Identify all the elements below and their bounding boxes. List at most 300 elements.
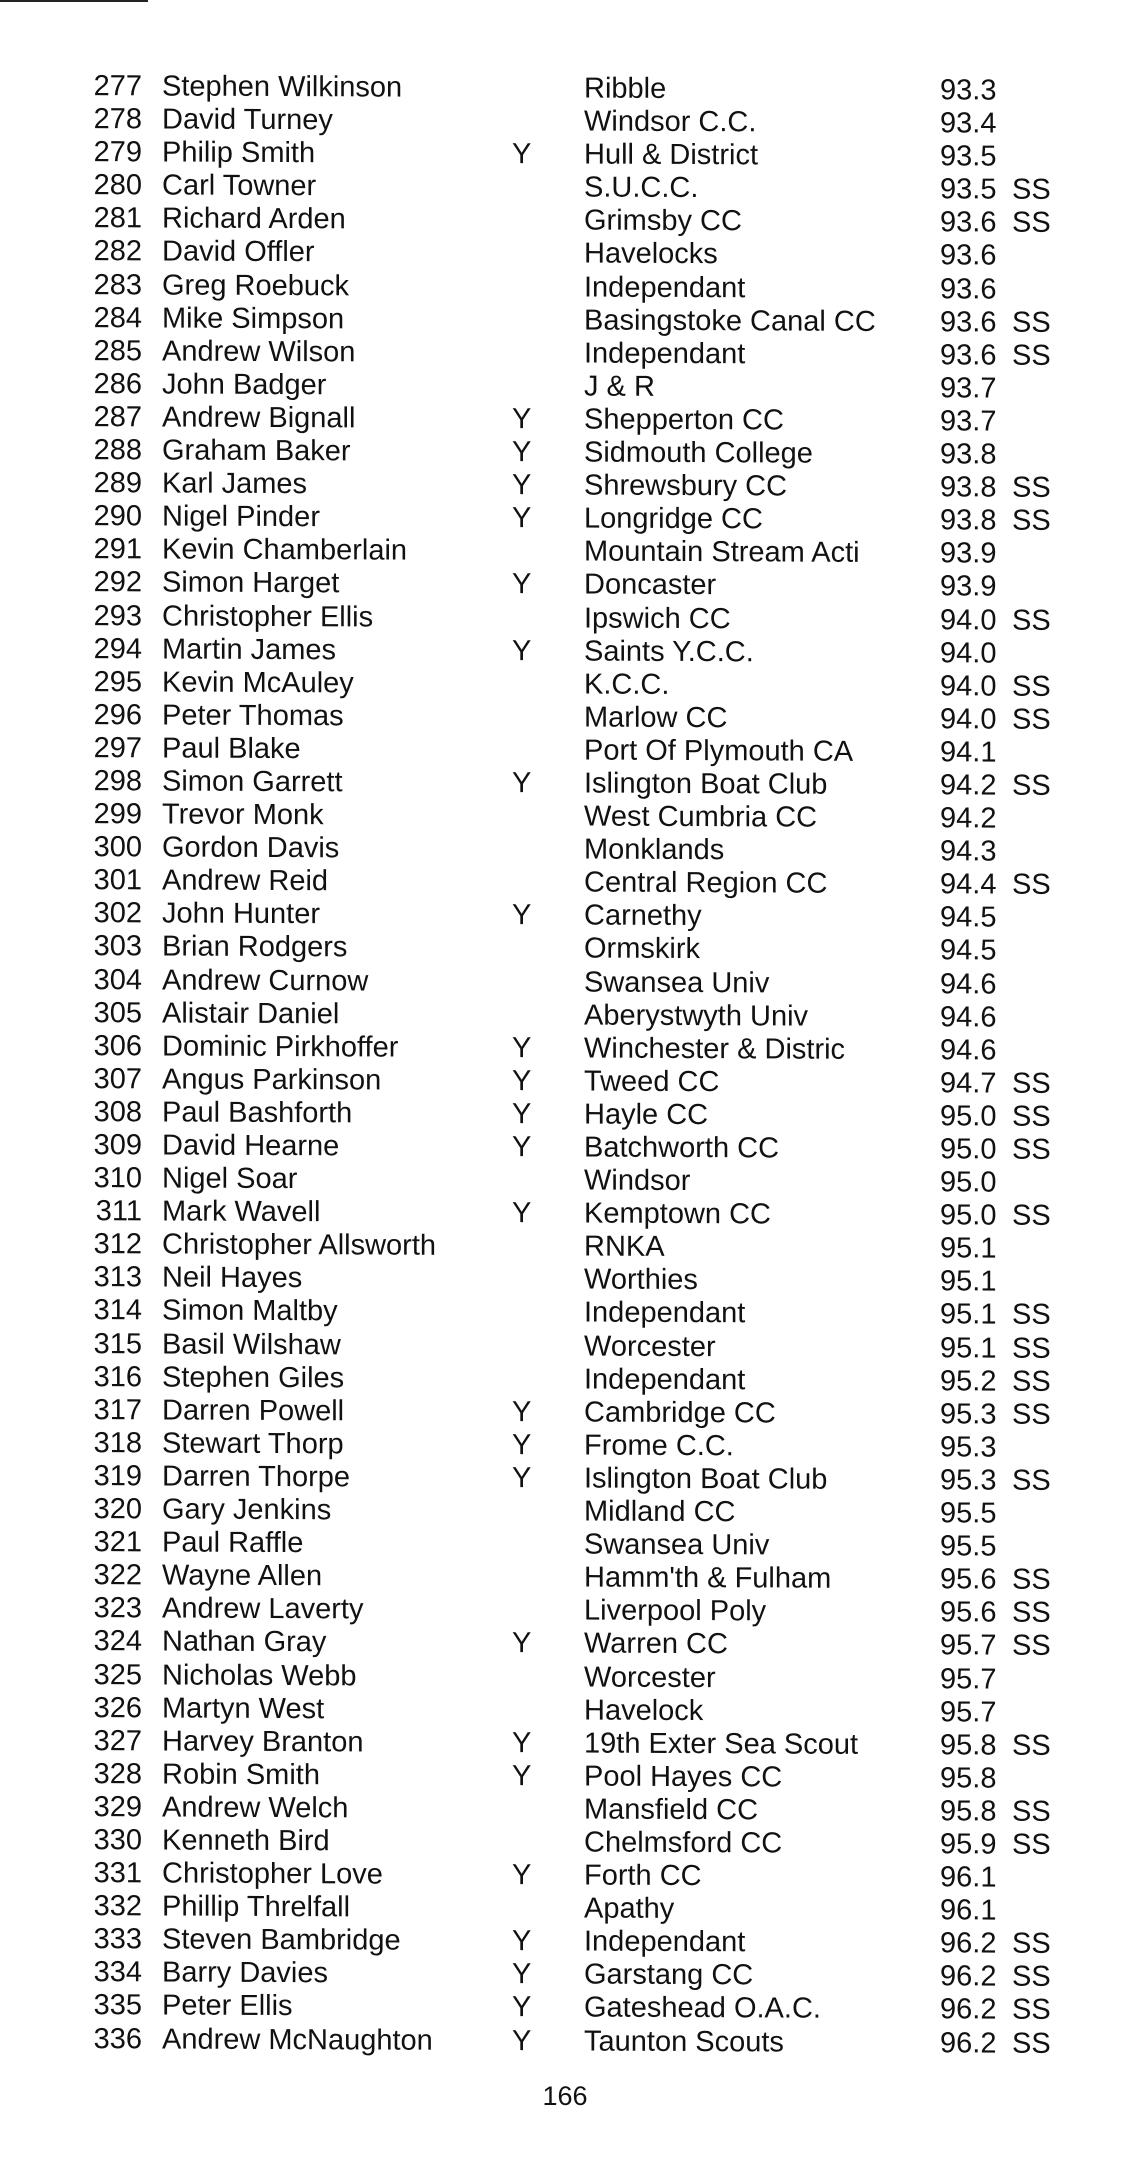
club-name: Forth CC [584,1859,702,1893]
club-name: Gateshead O.A.C. [584,1991,821,2026]
club-name: Windsor [584,1164,691,1198]
competitor-name: John Hunter [162,897,320,931]
club-name: Midland CC [584,1495,736,1529]
club-name: Warren CC [584,1627,728,1661]
time-cell: 94.2 [940,802,997,835]
time-cell: 95.1 [940,1331,997,1365]
position-cell: 294 [93,632,142,665]
ss-flag: SS [1012,1927,1051,1961]
club-name: Grimsby CC [584,204,742,238]
time-cell: 95.1 [940,1298,997,1331]
competitor-name: Darren Powell [162,1394,345,1428]
position-cell: 300 [93,831,142,864]
youth-flag: Y [512,2024,532,2057]
position-cell: 313 [93,1261,142,1294]
competitor-name: Andrew Wilson [162,335,356,369]
ss-flag: SS [1012,306,1051,339]
time-cell: 95.5 [940,1530,997,1563]
youth-flag: Y [512,1131,532,1164]
time-cell: 94.7 [940,1067,997,1100]
competitor-name: Gordon Davis [162,831,340,865]
table-row [72,1096,1082,1134]
competitor-name: Darren Thorpe [162,1460,351,1494]
ss-flag: SS [1012,1630,1051,1663]
youth-flag: Y [512,502,532,535]
competitor-name: Andrew Welch [162,1791,349,1825]
youth-flag: Y [512,138,532,171]
position-cell: 301 [93,864,142,897]
ss-flag: SS [1012,604,1051,637]
position-cell: 312 [93,1228,142,1261]
position-cell: 315 [93,1327,142,1360]
table-row [72,864,1082,902]
ss-flag: SS [1012,1199,1051,1232]
ss-flag: SS [1012,1332,1051,1365]
time-cell: 96.1 [940,1861,997,1894]
club-name: Taunton Scouts [584,2025,784,2059]
club-name: Aberystwyth Univ [584,999,809,1033]
competitor-name: Christopher Love [162,1857,383,1891]
club-name: Kemptown CC [584,1197,771,1231]
table-row [72,1361,1082,1399]
time-cell: 93.5 [940,140,997,173]
position-cell: 277 [93,70,142,103]
club-name: Saints Y.C.C. [584,635,754,668]
time-cell: 94.6 [940,1000,997,1034]
club-name: Garstang CC [584,1958,754,1992]
club-name: Shepperton CC [584,403,784,437]
time-cell: 95.8 [940,1762,997,1795]
time-cell: 93.7 [940,372,997,405]
position-cell: 336 [93,2022,142,2055]
ss-flag: SS [1012,1464,1051,1497]
time-cell: 95.5 [940,1497,997,1530]
club-name: Worthies [584,1263,698,1297]
competitor-name: Andrew Laverty [162,1592,364,1626]
position-cell: 296 [93,698,142,732]
table-row [72,1526,1082,1564]
competitor-name: Andrew Curnow [162,963,369,997]
position-cell: 335 [93,1989,142,2022]
table-row [72,1129,1082,1167]
time-cell: 94.2 [940,769,997,802]
table-row [72,1592,1082,1630]
position-cell: 285 [93,334,142,368]
table-row [72,732,1082,770]
competitor-name: Stewart Thorp [162,1427,344,1461]
position-cell: 282 [93,235,142,268]
youth-flag: Y [512,1428,532,1462]
time-cell: 95.7 [940,1662,997,1696]
table-row [72,1294,1082,1332]
club-name: Worcester [584,1330,716,1363]
position-cell: 309 [93,1129,142,1162]
position-cell: 311 [95,1195,142,1228]
position-cell: 297 [93,731,142,765]
club-name: Doncaster [584,568,717,602]
time-cell: 93.6 [940,305,997,339]
time-cell: 96.2 [940,1993,997,2026]
time-cell: 95.0 [940,1166,997,1199]
position-cell: 283 [93,268,142,301]
youth-flag: Y [512,1031,532,1064]
time-cell: 94.6 [940,1033,997,1067]
competitor-name: Harvey Branton [162,1725,364,1759]
competitor-name: Angus Parkinson [162,1063,382,1097]
ss-flag: SS [1012,1398,1051,1431]
table-row [72,1659,1082,1697]
position-cell: 293 [93,599,142,632]
ss-flag: SS [1012,1365,1051,1398]
position-cell: 295 [93,665,142,699]
club-name: K.C.C. [584,668,670,701]
position-cell: 328 [93,1757,142,1791]
youth-flag: Y [512,1395,532,1428]
club-name: Monklands [584,833,725,867]
competitor-name: Christopher Allsworth [162,1228,436,1263]
club-name: Apathy [584,1892,675,1926]
youth-flag: Y [512,436,532,469]
youth-flag: Y [512,1759,532,1793]
table-row [72,1063,1082,1101]
page-number: 166 [542,2081,588,2111]
club-name: Cambridge CC [584,1396,776,1430]
competitor-name: Kenneth Bird [162,1824,330,1858]
table-row [72,1559,1082,1597]
time-cell: 93.9 [940,537,997,570]
table-row [72,1824,1082,1862]
position-cell: 321 [93,1526,142,1559]
table-row [72,1228,1082,1266]
competitor-name: Simon Maltby [162,1294,338,1328]
club-name: Carnethy [584,899,702,933]
position-cell: 305 [93,996,142,1029]
club-name: Independant [584,1296,746,1330]
youth-flag: Y [512,1064,532,1098]
competitor-name: John Badger [162,368,327,402]
ss-flag: SS [1012,1100,1051,1133]
table-row [72,1857,1082,1895]
ss-flag: SS [1012,1596,1051,1630]
table-row [72,1394,1082,1432]
competitor-name: David Offler [162,235,315,269]
competitor-name: Neil Hayes [162,1261,303,1295]
time-cell: 94.0 [940,703,997,736]
competitor-name: David Turney [162,103,333,137]
youth-flag: Y [512,1197,532,1230]
club-name: West Cumbria CC [584,800,818,834]
competitor-name: Kevin Chamberlain [162,533,408,567]
ss-flag: SS [1012,1828,1051,1861]
table-row [72,1923,1082,1961]
competitor-name: Nigel Soar [162,1162,298,1196]
time-cell: 95.6 [940,1563,997,1596]
competitor-name: Stephen Wilkinson [162,70,403,104]
table-row [72,1195,1082,1233]
time-cell: 94.6 [940,967,997,1001]
position-cell: 299 [93,798,142,831]
table-row [72,1956,1082,1994]
youth-flag: Y [512,1098,532,1131]
time-cell: 95.8 [940,1795,997,1828]
competitor-name: Phillip Threlfall [162,1890,351,1924]
table-row [72,269,1082,307]
time-cell: 95.9 [940,1828,997,1861]
table-row [72,533,1082,571]
position-cell: 281 [93,202,142,235]
table-row [72,500,1082,538]
competitor-name: Nathan Gray [162,1625,327,1659]
competitor-name: Martyn West [162,1692,325,1725]
club-name: Ribble [584,72,667,105]
table-row [72,1692,1082,1730]
ss-flag: SS [1012,868,1051,902]
position-cell: 314 [93,1294,142,1327]
club-name: Havelocks [584,237,718,271]
club-name: Ipswich CC [584,602,731,635]
time-cell: 94.0 [940,669,997,703]
time-cell: 93.5 [940,173,997,206]
position-cell: 307 [93,1062,142,1096]
club-name: Independant [584,1925,746,1959]
time-cell: 93.4 [940,107,997,140]
position-cell: 288 [93,434,142,467]
competitor-name: Mark Wavell [162,1195,321,1229]
ss-flag: SS [1012,206,1051,240]
time-cell: 94.5 [940,901,997,934]
table-row [72,1791,1082,1829]
club-name: Central Region CC [584,866,828,900]
club-name: Basingstoke Canal CC [584,304,876,338]
youth-flag: Y [512,568,532,601]
position-cell: 329 [93,1790,142,1824]
competitor-name: Richard Arden [162,202,346,236]
competitor-name: Paul Bashforth [162,1096,353,1130]
ss-flag: SS [1012,1960,1051,1994]
time-cell: 95.0 [940,1100,997,1133]
club-name: Marlow CC [584,701,728,734]
position-cell: 304 [93,963,142,996]
competitor-name: Stephen Giles [162,1361,345,1394]
time-cell: 95.3 [940,1431,997,1464]
position-cell: 320 [93,1493,142,1526]
club-name: J & R [584,370,655,403]
club-name: Islington Boat Club [584,767,828,801]
position-cell: 298 [93,765,142,798]
youth-flag: Y [512,1627,532,1660]
competitor-name: Carl Towner [162,169,317,203]
table-row [72,1162,1082,1200]
club-name: Winchester & Distric [584,1032,846,1066]
competitor-name: Mike Simpson [162,302,345,335]
competitor-name: Basil Wilshaw [162,1328,341,1361]
position-cell: 318 [93,1426,142,1460]
table-row [72,1890,1082,1928]
youth-flag: Y [512,469,532,502]
table-row [72,368,1082,406]
ss-flag: SS [1012,173,1051,207]
competitor-name: Greg Roebuck [162,269,349,302]
top-rule [0,0,148,2]
competitor-name: Martin James [162,633,337,666]
time-cell: 93.9 [940,570,997,603]
club-name: Mansfield CC [584,1793,759,1827]
table-row [72,103,1082,141]
table-row [72,70,1082,108]
position-cell: 330 [93,1824,142,1857]
table-row [72,136,1082,174]
time-cell: 95.7 [940,1695,997,1729]
time-cell: 93.3 [940,74,997,107]
position-cell: 308 [93,1096,142,1129]
club-name: Mountain Stream Acti [584,535,860,570]
position-cell: 327 [93,1724,142,1758]
position-cell: 331 [93,1857,142,1890]
time-cell: 96.1 [940,1894,997,1927]
position-cell: 292 [93,566,142,599]
youth-flag: Y [512,1859,532,1892]
position-cell: 319 [93,1460,142,1493]
position-cell: 317 [93,1393,142,1427]
competitor-name: Peter Thomas [162,699,344,733]
ss-flag: SS [1012,1133,1051,1166]
ss-flag: SS [1012,1299,1051,1332]
position-cell: 279 [93,136,142,169]
club-name: S.U.C.C. [584,171,699,205]
ss-flag: SS [1012,339,1051,372]
time-cell: 94.0 [940,636,997,670]
table-row [72,633,1082,671]
position-cell: 280 [93,169,142,202]
youth-flag: Y [512,1925,532,1958]
youth-flag: Y [512,1958,532,1991]
position-cell: 287 [93,401,142,434]
ss-flag: SS [1012,2027,1051,2060]
competitor-name: Kevin McAuley [162,666,354,700]
competitor-name: Dominic Pirkhoffer [162,1030,399,1064]
youth-flag: Y [512,634,532,667]
ss-flag: SS [1012,670,1051,703]
position-cell: 284 [93,301,142,334]
time-cell: 95.6 [940,1596,997,1629]
time-cell: 93.8 [940,438,997,471]
table-row [72,1989,1082,2027]
club-name: Independant [584,337,746,371]
competitor-name: Simon Harget [162,566,340,600]
position-cell: 316 [93,1360,142,1393]
table-row [72,235,1082,273]
time-cell: 95.2 [940,1364,997,1398]
position-cell: 322 [93,1559,142,1592]
club-name: Worcester [584,1661,716,1694]
position-cell: 302 [93,897,142,930]
competitor-name: Barry Davies [162,1956,328,1990]
table-row [72,202,1082,240]
time-cell: 93.8 [940,471,997,504]
time-cell: 93.6 [940,206,997,239]
competitor-name: David Hearne [162,1129,340,1163]
time-cell: 93.7 [940,405,997,438]
time-cell: 95.8 [940,1728,997,1762]
position-cell: 310 [93,1162,142,1195]
time-cell: 95.1 [940,1232,997,1265]
time-cell: 94.4 [940,868,997,901]
competitor-name: Robin Smith [162,1758,320,1791]
time-cell: 96.2 [940,1927,997,1960]
position-cell: 332 [93,1890,142,1923]
time-cell: 95.0 [940,1199,997,1232]
youth-flag: Y [512,403,532,436]
table-row [72,1030,1082,1068]
table-row [72,169,1082,207]
competitor-name: Brian Rodgers [162,930,348,964]
youth-flag: Y [512,1462,532,1495]
position-cell: 291 [93,533,142,566]
competitor-name: Christopher Ellis [162,599,374,633]
club-name: Pool Hayes CC [584,1760,783,1794]
youth-flag: Y [512,767,532,800]
competitor-name: Andrew McNaughton [162,2022,433,2057]
ss-flag: SS [1012,1067,1051,1100]
time-cell: 95.0 [940,1133,997,1166]
club-name: Port Of Plymouth CA [584,734,854,768]
table-row [72,1625,1082,1663]
competitor-name: Andrew Bignall [162,401,356,435]
competitor-name: Andrew Reid [162,864,329,898]
time-cell: 94.5 [940,934,997,967]
ss-flag: SS [1012,703,1051,736]
competitor-name: Karl James [162,467,308,501]
table-row [72,401,1082,439]
club-name: Liverpool Poly [584,1594,767,1628]
table-row [72,930,1082,968]
position-cell: 326 [93,1691,142,1724]
club-name: Sidmouth College [584,436,813,470]
time-cell: 93.6 [940,239,997,272]
position-cell: 324 [93,1625,142,1658]
competitor-name: Simon Garrett [162,765,343,799]
club-name: Independant [584,271,746,304]
table-row [72,566,1082,604]
ss-flag: SS [1012,1994,1051,2027]
ss-flag: SS [1012,504,1051,538]
table-row [72,1427,1082,1465]
competitor-name: Graham Baker [162,434,351,468]
table-row [72,765,1082,803]
table-row [72,302,1082,340]
table-row [72,1261,1082,1299]
position-cell: 286 [93,367,142,401]
competitor-name: Steven Bambridge [162,1923,401,1957]
competitor-name: Trevor Monk [162,798,324,832]
club-name: Longridge CC [584,502,763,536]
time-cell: 95.3 [940,1397,997,1431]
club-name: Windsor C.C. [584,105,757,139]
table-row [72,1328,1082,1366]
time-cell: 93.6 [940,272,997,306]
table-row [72,666,1082,704]
club-name: Chelmsford CC [584,1826,783,1860]
position-cell: 306 [93,1029,142,1063]
ss-flag: SS [1012,471,1051,504]
club-name: Swansea Univ [584,1528,770,1562]
time-cell: 95.3 [940,1464,997,1497]
competitor-name: Alistair Daniel [162,997,340,1030]
ss-flag: SS [1012,769,1051,802]
time-cell: 95.7 [940,1629,997,1662]
club-name: Ormskirk [584,932,700,966]
time-cell: 94.3 [940,835,997,868]
